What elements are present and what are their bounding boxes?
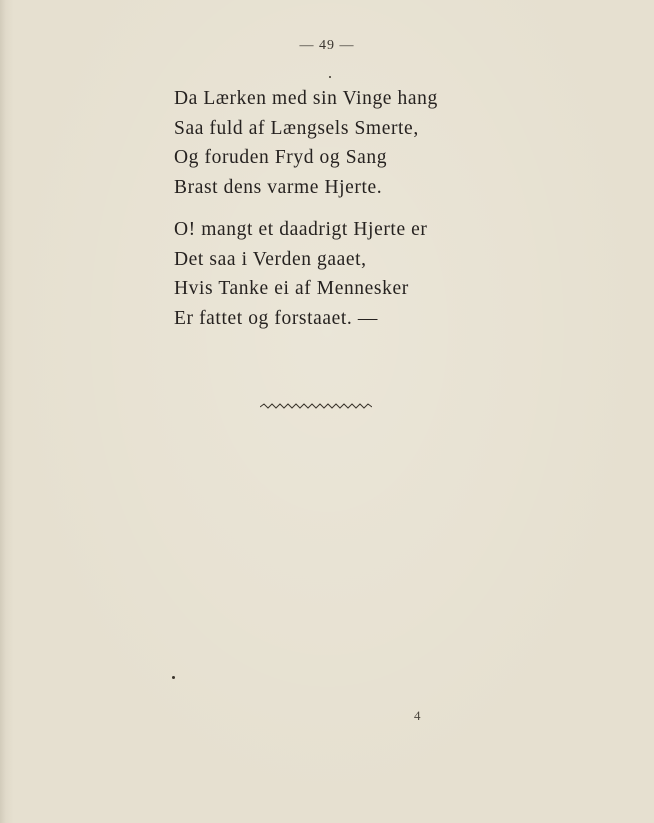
wavy-divider-ornament	[260, 402, 372, 412]
ink-speck	[329, 76, 331, 78]
verse-line: Brast dens varme Hjerte.	[174, 176, 383, 198]
page-number: — 49 —	[299, 38, 355, 53]
verse-line: Og foruden Fryd og Sang	[174, 147, 388, 168]
verse-line: O! mangt et daadrigt Hjerte er	[174, 219, 428, 240]
verse-line: Da Lærken med sin Vinge hang	[174, 88, 438, 109]
stanza	[174, 215, 428, 333]
signature-mark: 4	[414, 708, 421, 723]
ink-speck	[172, 676, 175, 679]
stanza	[174, 84, 438, 202]
verse-line: Hvis Tanke ei af Mennesker	[174, 278, 409, 299]
verse-line: Saa fuld af Længsels Smerte,	[174, 117, 419, 139]
verse-line: Er fattet og forstaaet. —	[174, 307, 378, 329]
verse-line: Det saa i Verden gaaet,	[174, 248, 367, 270]
